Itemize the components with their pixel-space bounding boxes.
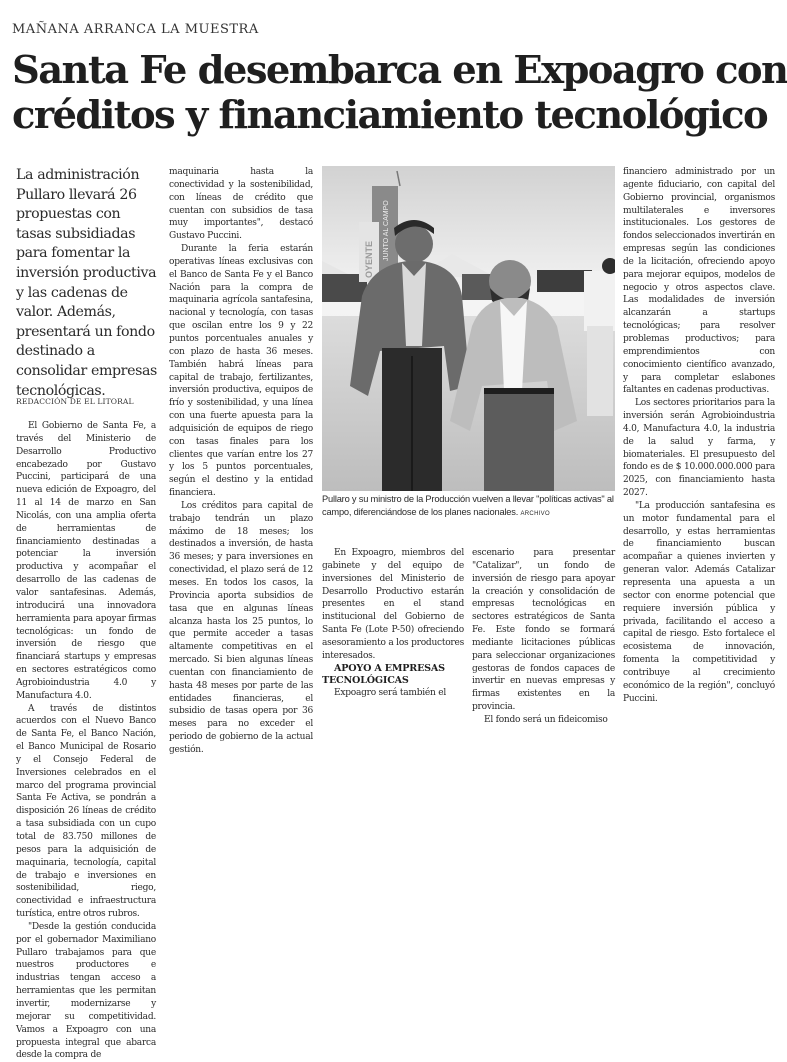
photo-caption (322, 493, 618, 521)
svg-text:JUNTO AL CAMPO: JUNTO AL CAMPO (383, 200, 390, 261)
paragraph: "Desde la gestión conducida por el gobernador Maximiliano Pullaro trabajamos para que nuestros productores e industrias tengan acceso a herramientas que les permitan invertir, modernizarse y mejorar su competitividad. Vamos a Expoagro con una propuesta integral que abarca desde la compra de (16, 921, 156, 1061)
paragraph: El Gobierno de Santa Fe, a través del Ministerio de Desarrollo Productivo encabezado por Gustavo Puccini, participará de una nueva edición de Expoagro, del 11 al 14 de marzo en San Nicolás, con una amplia oferta de herramientas de financiamiento destinadas a potenciar la inversión productiva y acompañar el desarrollo de las cadenas de valor santafesinas. Además, introducirá una innovadora herramienta para apoyar firmas tecnológicas: un fondo de inversión de riesgo que financiará startups y empresas en sectores estratégicos como Agrobioindustria 4.0 y Manufactura 4.0. (16, 421, 156, 701)
person-right-trousers (484, 388, 554, 491)
svg-text:OYENTE: OYENTE (364, 240, 374, 278)
paragraph: financiero administrado por un agente fiduciario, con capital del Gobierno provincial, organismos multilaterales e inversores institucionales. Los gestores de fondos seleccionados invertirán en empresas según las condiciones de la licitación, ofreciendo apoyo para mejorar equipos, modelos de negocio y otros aspectos clave. Las modalidades de inversión alcanzarán a startups tecnológicas; para resolver problemas productivos; para emprendimientos con conocimiento científico avanzado, y para completar eslabones faltantes en cadenas productivas. (623, 167, 775, 396)
body-column-4 (472, 547, 615, 727)
paragraph: escenario para presentar "Catalizar", un fondo de inversión de riesgo para apoyar la creación y consolidación de empresas tecnológicas en sectores estratégicos de Santa Fe. Este fondo se formará mediante licitaciones públicas para seleccionar organizaciones gestoras de fondos capaces de invertir en nuevas empresas y firmas existentes en la provincia. (472, 548, 615, 713)
headline-line-2: créditos y financiamiento tecnológico (12, 93, 768, 138)
section-subhead: APOYO A EMPRESAS TECNOLÓGICAS (322, 662, 445, 686)
paragraph: Los sectores prioritarios para la inversión serán Agrobioindustria 4.0, Manufactura 4.0, la industria de la salud y farma, y biomateriales. El presupuesto del fondo es de $ 10.000.000.000 para 2025, con financiamiento hasta 2027. (623, 398, 775, 499)
body-column-1 (16, 420, 156, 1062)
caption-text: Pullaro y su ministro de la Producción vuelven a llevar "políticas activas" al campo, diferenciándose de los planes nacionales. (322, 494, 614, 517)
kicker: MAÑANA ARRANCA LA MUESTRA (12, 22, 259, 37)
body-column-5 (623, 166, 775, 705)
paragraph: El fondo será un fideicomiso (484, 714, 608, 725)
photo-credit: ARCHIVO (520, 510, 550, 517)
paragraph: A través de distintos acuerdos con el Nuevo Banco de Santa Fe, el Banco Nación, el Banco Municipal de Rosario y el Consejo Federal de Inversiones celebrados en el marco del programa provincial Santa Fe Activa, se pondrán a disposición 26 líneas de crédito a tasa subsidiada con un cupo total de 83.750 millones de pesos para la adquisición de maquinaria, tecnología, capital de trabajo e inversiones en sostenibilidad, riego, conectividad e infraestructura turística, entre otros rubros. (16, 703, 156, 920)
photo-image (322, 166, 615, 491)
lead-summary (16, 166, 158, 401)
lead-text: La administración Pullaro llevará 26 propuestas con tasas subsidiadas para fomentar la inversión productiva y las cadenas de valor. Además, presentará un fondo destinado a consolidar empresas tecnológicas. (16, 167, 157, 399)
headline (12, 48, 787, 138)
paragraph: maquinaria hasta la conectividad y la sostenibilidad, con líneas de crédito que cuentan con subsidios de tasa muy importantes", destacó Gustavo Puccini. (169, 167, 313, 242)
paragraph: Los créditos para capital de trabajo tendrán un plazo máximo de 18 meses; los destinados a inversión, de hasta 36 meses; y para inversiones en conectividad, el plazo será de 12 meses. En todos los casos, la Provincia aporta subsidios de tasa que en algunas líneas alcanza hasta los 25 puntos, lo que permite acceder a tasas altamente competitivas en el mercado. Si bien algunas líneas cuentan con financiamiento de hasta 48 meses por parte de las entidades financieras, el subsidio de tasas opera por 36 meses para no exceder el periodo de gobierno de la actual gestión. (169, 500, 313, 755)
body-column-2 (169, 166, 313, 757)
paragraph: Expoagro será también el (334, 687, 446, 698)
byline: REDACCIÓN DE EL LITORAL (16, 397, 134, 406)
body-column-3 (322, 547, 464, 699)
paragraph: Durante la feria estarán operativas líneas exclusivas con el Banco de Santa Fe y el Banco Nación para la compra de maquinaria agrícola santafesina, nacional y tecnología, con tasas que oscilan entre los 9 y 22 puntos porcentuales anuales y con plazo de hasta 36 meses. También habrá líneas para capital de trabajo, fertilizantes, inversión productiva, equipos de frío y sostenibilidad, y una línea con una fuerte apuesta para la adquisición de equipos de riego con tasas finales para los clientes que varían entre los 27 y los 5 puntos porcentuales, según el destino y la entidad financiera. (169, 244, 313, 499)
article-photo (322, 166, 615, 491)
headline-line-1: Santa Fe desembarca en Expoagro con (12, 48, 787, 93)
paragraph: En Expoagro, miembros del gabinete y del equipo de inversiones del Ministerio de Desarrollo Productivo estarán presentes en el stand institucional del Gobierno de Santa Fe (Lote P-50) ofreciendo asesoramiento a los productores interesados. (322, 548, 464, 661)
paragraph: "La producción santafesina es un motor fundamental para el desarrollo, y estas herramientas de financiamiento buscan acompañar a quienes invierten y generan valor. Además Catalizar representa una apuesta a un sector con enorme potencial que requiere inversión pública y privada, facilitando el acceso a capital de riesgo. Esto fortalece el ecosistema de innovación, fomenta la competitividad y contribuye al crecimiento económico de la región", concluyó Puccini. (623, 500, 775, 704)
